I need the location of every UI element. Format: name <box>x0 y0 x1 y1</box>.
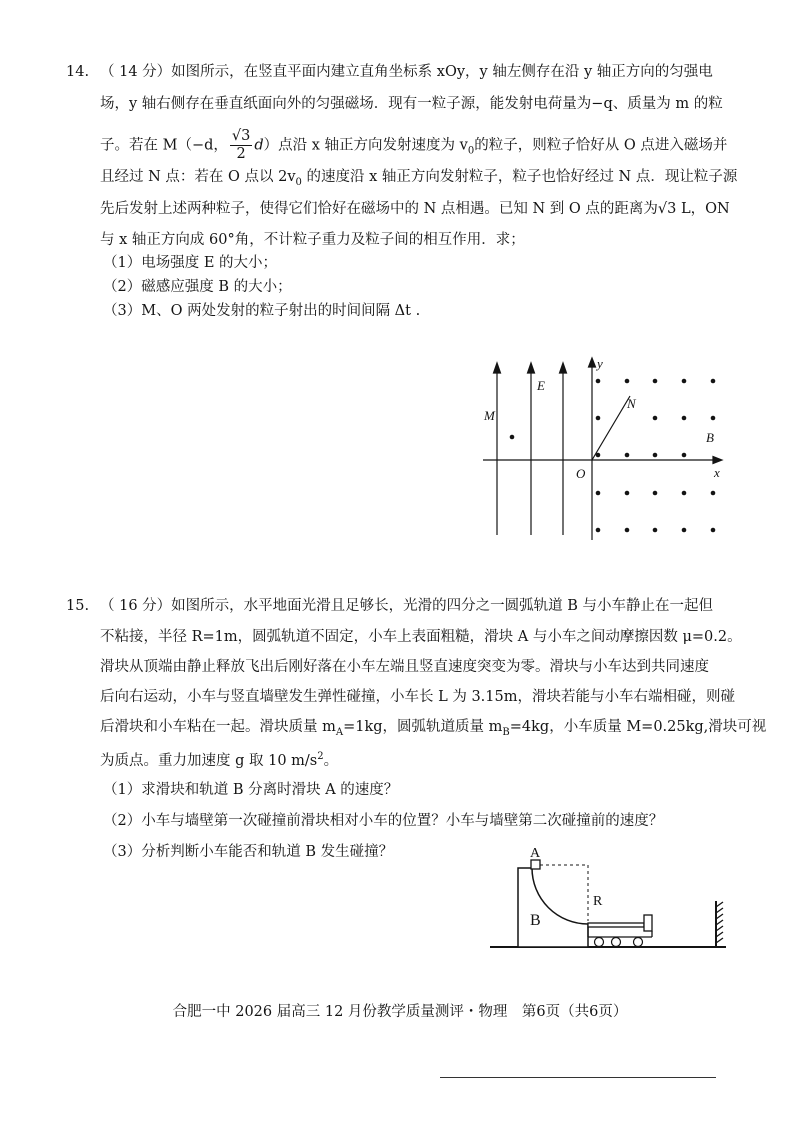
b-field-dot <box>596 416 601 421</box>
q15-line-6-a: 为质点。重力加速度 g 取 10 m/s <box>100 752 318 769</box>
q15-part-2: （2）小车与墙壁第一次碰撞前滑块相对小车的位置？小车与墙壁第二次碰撞前的速度？ <box>103 813 664 829</box>
b-field-dot <box>625 528 630 533</box>
units-superscript: 2 <box>317 751 324 762</box>
page-footer: 合肥一中 2026 届高三 12 月份教学质量测评・物理 第6页（共6页） <box>172 1004 628 1020</box>
q15-line-4: 后向右运动，小车与竖直墙壁发生弹性碰撞，小车长 L 为 3.15m，滑块若能与小车右端相碰，则碰 <box>100 689 735 705</box>
q14-score: （ 14 分） <box>100 64 172 80</box>
b-field-dot <box>596 491 601 496</box>
b-field-dot <box>682 528 687 533</box>
mass-a-subscript: A <box>335 726 344 738</box>
y-axis-label: y <box>597 356 603 371</box>
q14-line-4-a: 且经过 N 点：若在 O 点以 2v <box>100 169 296 185</box>
q14-line-6: 与 x 轴正方向成 60°角，不计粒子重力及粒子间的相互作用．求； <box>100 232 525 248</box>
q14-line-5-a: 先后发射上述两种粒子，使得它们恰好在磁场中的 N 点相遇。已知 N 到 O 点的距离为 <box>100 201 658 217</box>
v0-subscript: 0 <box>295 176 302 188</box>
b-field-dot <box>625 453 630 458</box>
point-n-label: N <box>627 396 636 411</box>
track-b-label: B <box>530 912 541 929</box>
q15-line-5-c: =4kg，小车质量 M=0.25kg,滑块可视 <box>509 719 767 735</box>
fraction-variable: d <box>254 137 264 154</box>
e-field-arrow <box>528 363 535 373</box>
q15-part-3: （3）分析判断小车能否和轨道 B 发生碰撞？ <box>103 844 394 860</box>
b-field-dot <box>596 379 601 384</box>
b-field-label: B <box>706 430 714 445</box>
b-field-dot <box>625 491 630 496</box>
q15-line-3: 滑块从顶端由静止释放飞出后刚好落在小车左端且竖直速度突变为零。滑块与小车达到共同速度 <box>100 659 709 675</box>
y-axis-arrow <box>589 358 596 367</box>
coordinate-fraction <box>230 128 252 163</box>
b-field-dot <box>653 379 658 384</box>
fraction-denominator: 2 <box>236 146 246 162</box>
x-axis-label: x <box>714 465 720 480</box>
b-field-dot <box>625 379 630 384</box>
q14-line-3-a: 子。若在 M（−d， <box>100 137 228 154</box>
q14-line-4 <box>100 167 737 193</box>
segment-on <box>592 396 630 460</box>
b-field-dot <box>596 453 601 458</box>
fraction-numerator: √3 <box>231 128 251 144</box>
q15-line-1-text: 如图所示，水平地面光滑且足够长，光滑的四分之一圆弧轨道 B 与小车静止在一起但 <box>171 598 714 614</box>
b-field-dot <box>596 528 601 533</box>
b-field-dot <box>653 528 658 533</box>
q15-line-5-a: 后滑块和小车粘在一起。滑块质量 m <box>100 719 336 735</box>
e-field-label: E <box>537 378 545 393</box>
b-field-dot <box>653 416 658 421</box>
radius-label: R <box>593 894 603 909</box>
q14-line-1-text: 如图所示，在竖直平面内建立直角坐标系 xOy，y 轴左侧存在沿 y 轴正方向的匀强电 <box>171 64 713 80</box>
q15-number: 15. <box>66 598 90 614</box>
q15-line-6 <box>100 747 338 771</box>
cart-wheel <box>612 938 621 947</box>
b-field-dot <box>711 416 716 421</box>
q14-part-2: （2）磁感应强度 B 的大小； <box>103 279 292 295</box>
sqrt-value: √3 <box>657 201 677 217</box>
q15-line-6-b: 。 <box>323 752 339 769</box>
mass-b-subscript: B <box>502 726 510 738</box>
q15-line-5 <box>100 717 766 743</box>
q14-part-1: （1）电场强度 E 的大小； <box>103 255 278 271</box>
b-field-dot <box>682 491 687 496</box>
footer-rule <box>440 1077 716 1078</box>
origin-label: O <box>576 466 586 481</box>
point-m <box>510 435 515 440</box>
b-field-dot <box>653 453 658 458</box>
block-a-label: A <box>530 846 541 861</box>
q15-line-2: 不粘接，半径 R=1m，圆弧轨道不固定，小车上表面粗糙，滑块 A 与小车之间动摩擦因数 μ=0.2。 <box>100 629 742 645</box>
q14-line-1 <box>100 62 713 82</box>
q14-line-4-b: 的速度沿 x 轴正方向发射粒子，粒子也恰好经过 N 点．现让粒子源 <box>301 169 738 185</box>
arc-track-b <box>518 868 588 947</box>
b-field-dot <box>711 379 716 384</box>
e-field-arrow <box>560 363 567 373</box>
q14-line-2: 场，y 轴右侧存在垂直纸面向外的匀强磁场．现有一粒子源，能发射电荷量为−q、质量为 m 的粒 <box>100 96 723 112</box>
cart-wheel <box>595 938 604 947</box>
e-field-arrow <box>494 363 501 373</box>
q14-line-5-b: L，ON <box>676 201 730 217</box>
cart <box>588 915 652 937</box>
block-a <box>531 860 540 869</box>
b-field-dot <box>682 379 687 384</box>
wall <box>716 901 723 947</box>
x-axis-arrow <box>713 457 722 464</box>
q15-track-diagram <box>480 845 732 955</box>
b-field-dot <box>682 416 687 421</box>
b-field-dot <box>653 491 658 496</box>
q15-line-1 <box>100 596 713 616</box>
point-m-label: M <box>484 408 495 423</box>
q14-line-3-b: ）点沿 x 轴正方向发射速度为 v <box>263 137 468 154</box>
b-field-dot <box>711 528 716 533</box>
b-field-dot <box>682 453 687 458</box>
v0-subscript: 0 <box>467 145 475 157</box>
q14-field-diagram <box>470 350 730 545</box>
q14-line-5 <box>100 199 730 219</box>
q15-line-5-b: =1kg，圆弧轨道质量 m <box>343 719 503 735</box>
q14-number: 14. <box>66 64 90 80</box>
cart-wheel <box>634 938 643 947</box>
q14-line-3 <box>100 128 727 163</box>
q15-score: （ 16 分） <box>100 598 172 614</box>
q15-part-1: （1）求滑块和轨道 B 分离时滑块 A 的速度？ <box>103 782 399 798</box>
b-field-dot <box>711 491 716 496</box>
q14-line-3-c: 的粒子，则粒子恰好从 O 点进入磁场并 <box>474 137 728 154</box>
q14-part-3: （3）M、O 两处发射的粒子射出的时间间隔 Δt . <box>103 303 421 319</box>
